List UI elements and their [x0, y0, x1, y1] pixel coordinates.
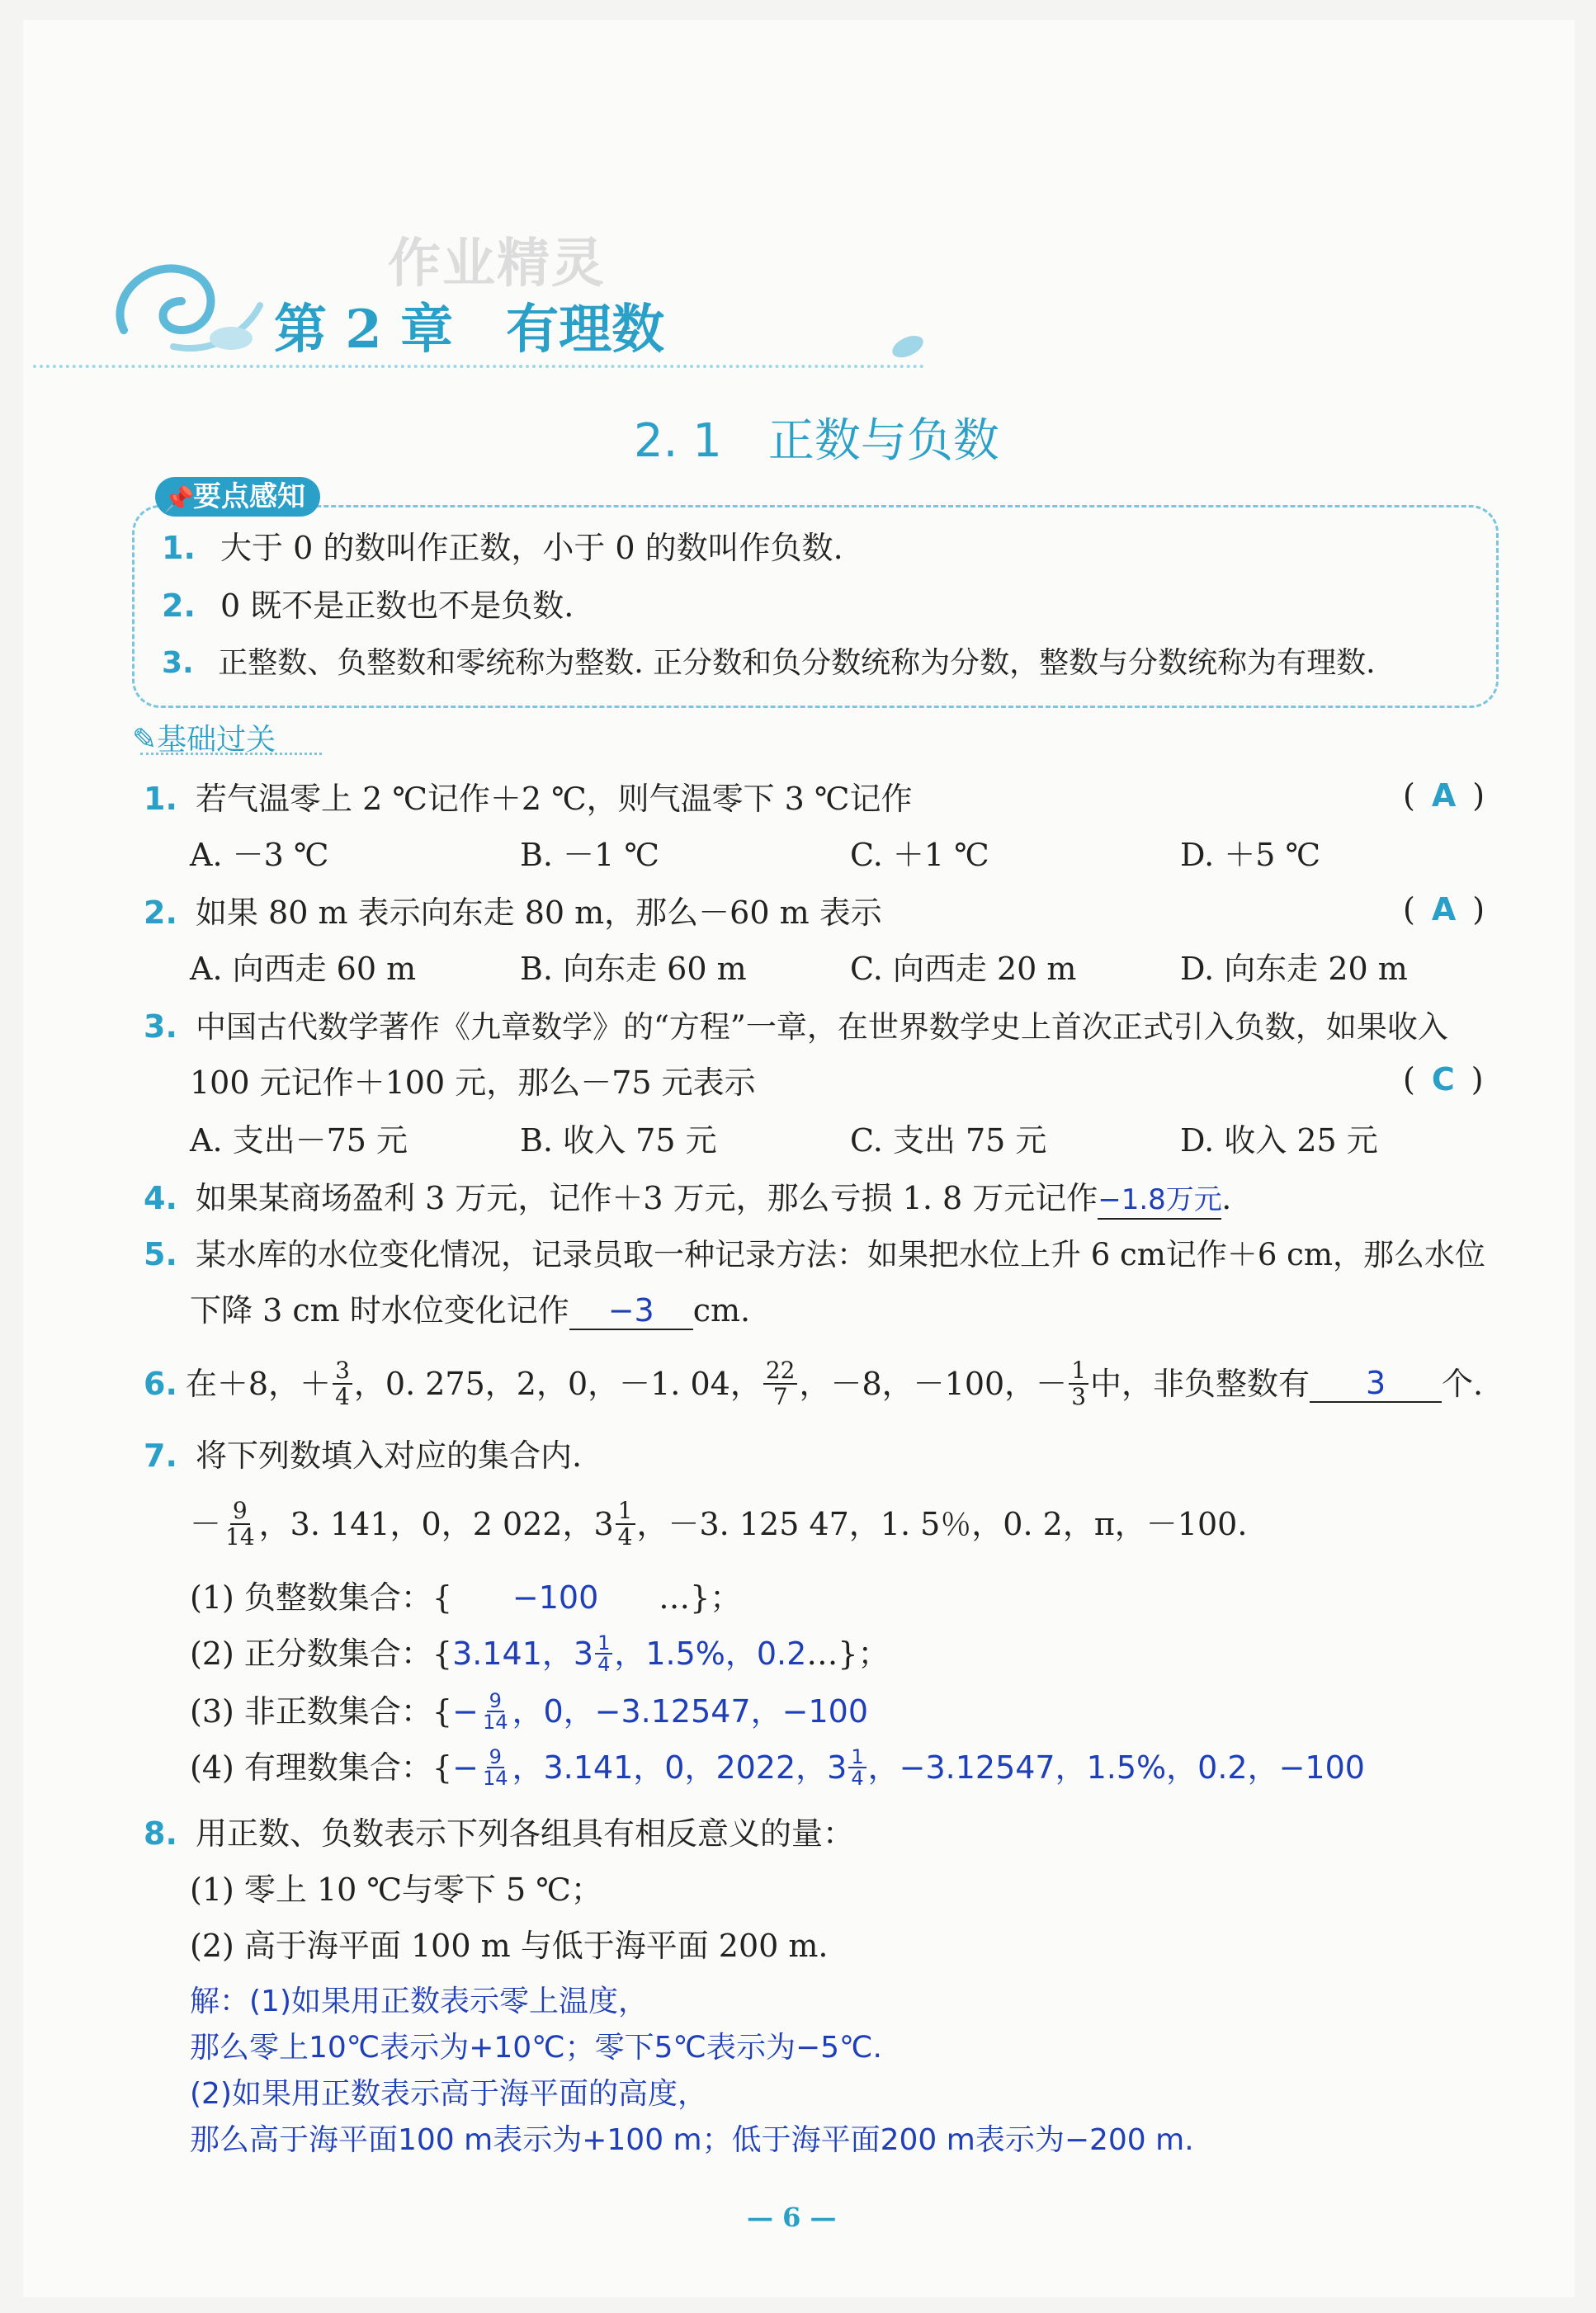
q3-option-b: B. 收入 75 元 — [520, 1122, 717, 1159]
question-3: 3. 中国古代数学著作《九章数学》的“方程”一章，在世界数学史上首次正式引入负数，如果收入 — [144, 1008, 1448, 1045]
keypoint-3: 3. 正整数、负整数和零统称为整数. 正分数和负分数统称为分数，整数与分数统称为有理数. — [162, 646, 1376, 680]
q2-answer: ( A ) — [1403, 891, 1485, 928]
question-4: 4. 如果某商场盈利 3 万元，记作＋3 万元，那么亏损 1. 8 万元记作−1.8万元. — [144, 1177, 1231, 1220]
keypoints-tag: 📌 要点感知 — [155, 477, 320, 517]
question-5: 5. 某水库的水位变化情况，记录员取一种记录方法：如果把水位上升 6 cm记作＋6 cm，那么水位 — [144, 1236, 1485, 1272]
q4-answer: −1.8万元 — [1098, 1182, 1221, 1220]
q8-solution-line-1: 解：(1)如果用正数表示零上温度， — [190, 1985, 648, 2018]
pencil-icon: ✎ — [132, 723, 158, 757]
keypoint-2: 2. 0 既不是正数也不是负数. — [162, 588, 574, 624]
section-title: 2. 1 正数与负数 — [634, 414, 999, 468]
question-8: 8. 用正数、负数表示下列各组具有相反意义的量： — [144, 1815, 854, 1852]
q1-answer: ( A ) — [1403, 777, 1485, 814]
q7-number-list: － $\frac{9}{14}$ ，3. 141，0，2 022，3 $\frac{1}{4}$ ，－3. 125 47，1. 5％，0. 2，π，－100. — [190, 1497, 1248, 1551]
q6-answer: 3 — [1310, 1365, 1442, 1403]
question-7: 7. 将下列数填入对应的集合内. — [144, 1437, 583, 1474]
question-1: 1. 若气温零上 2 ℃记作＋2 ℃，则气温零下 3 ℃记作 — [144, 781, 913, 817]
chapter-dotted-rule — [33, 365, 924, 368]
q1-option-c: C. ＋1 ℃ — [850, 837, 989, 873]
q2-option-a: A. 向西走 60 m — [190, 951, 417, 987]
q8-sub-1: (1) 零上 10 ℃与零下 5 ℃； — [190, 1872, 602, 1908]
q1-option-b: B. －1 ℃ — [520, 837, 659, 873]
fraction: $\frac{3}{4}$ — [333, 1358, 352, 1409]
pin-icon: 📌 — [163, 485, 195, 514]
basic-tag-underline — [140, 753, 322, 755]
q2-option-c: C. 向西走 20 m — [850, 951, 1077, 987]
swirl-decoration-icon — [91, 239, 272, 371]
q7-set-2: (2) 正分数集合：{ 3.141，3 $\frac{1}{4}$ ，1.5%，0.2 …}； — [190, 1631, 890, 1676]
q5-answer: −3 — [569, 1292, 693, 1330]
q2-option-d: D. 向东走 20 m — [1180, 951, 1408, 987]
fraction: $\frac{22}{7}$ — [763, 1358, 798, 1409]
page-number: — 6 — — [747, 2202, 837, 2233]
q3-option-c: C. 支出 75 元 — [850, 1122, 1047, 1159]
q3-line-2: 100 元记作＋100 元，那么－75 元表示 — [190, 1064, 756, 1101]
watermark: 作业精灵 — [388, 234, 606, 295]
keypoint-1: 1. 大于 0 的数叫作正数，小于 0 的数叫作负数. — [162, 530, 843, 566]
fraction: $\frac{1}{4}$ — [616, 1499, 635, 1550]
fraction: $\frac{9}{14}$ — [225, 1497, 255, 1551]
q8-solution-line-2: 那么零上10℃表示为+10℃；零下5℃表示为−5℃. — [190, 2031, 882, 2065]
q1-option-a: A. －3 ℃ — [190, 837, 329, 873]
fraction: $\frac{9}{14}$ — [482, 1689, 508, 1734]
question-6: 6. 在＋8，＋ $\frac{3}{4}$ ，0. 275，2，0，－1. 04， $\frac{22}{7}$ ，－8，－100，－ $\frac{1}{3}$ 中，非负整数有 3 个. — [144, 1357, 1484, 1410]
q3-option-a: A. 支出－75 元 — [190, 1122, 408, 1159]
question-2: 2. 如果 80 m 表示向东走 80 m，那么－60 m 表示 — [144, 895, 882, 931]
fraction: $\frac{1}{4}$ — [595, 1633, 612, 1674]
q7-set-3: (3) 非正数集合：{ − $\frac{9}{14}$ ，0，−3.12547，−100 — [190, 1689, 869, 1734]
q8-solution-line-4: 那么高于海平面100 m表示为+100 m；低于海平面200 m表示为−200 m. — [190, 2123, 1194, 2157]
q7-set-4: (4) 有理数集合：{ − $\frac{9}{14}$ ，3.141，0，2022，3 $\frac{1}{4}$ ，−3.12547，1.5%，0.2，−100 — [190, 1745, 1365, 1790]
q8-sub-2: (2) 高于海平面 100 m 与低于海平面 200 m. — [190, 1928, 829, 1964]
q5-line-2: 下降 3 cm 时水位变化记作 −3 cm. — [190, 1292, 751, 1329]
q8-solution-line-3: (2)如果用正数表示高于海平面的高度， — [190, 2077, 707, 2111]
q3-option-d: D. 收入 25 元 — [1180, 1122, 1378, 1159]
chapter-title: 第 2 章 有理数 — [274, 299, 665, 361]
fraction: $\frac{1}{3}$ — [1069, 1358, 1088, 1409]
basic-tag: ✎基础过关 — [132, 723, 276, 757]
q7-set-1: (1) 负整数集合：{ −100 …}； — [190, 1579, 742, 1616]
q2-option-b: B. 向东走 60 m — [520, 951, 747, 987]
q1-option-d: D. ＋5 ℃ — [1180, 837, 1321, 873]
leaf-icon — [887, 330, 928, 363]
fraction: $\frac{1}{4}$ — [848, 1747, 866, 1788]
fraction: $\frac{9}{14}$ — [482, 1745, 508, 1790]
q3-answer: ( C ) — [1403, 1061, 1484, 1097]
